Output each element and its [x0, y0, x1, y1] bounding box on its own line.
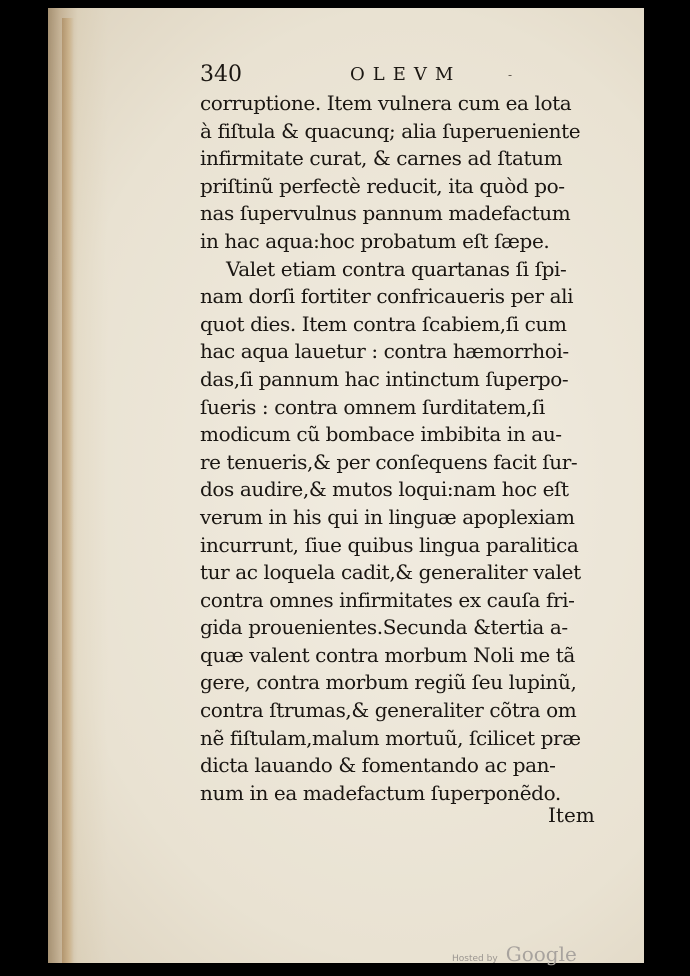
text-line: dicta lauando & fomentando ac pan-	[200, 753, 556, 778]
text-line: quæ valent contra morbum Noli me tã	[200, 642, 575, 667]
text-line: gere, contra morbum regiũ ſeu lupinũ,	[200, 670, 577, 695]
text-line: à fiſtula & quacunq; alia ſuperueniente	[200, 118, 581, 143]
text-line: hac aqua lauetur : contra hæmorrhoi-	[200, 339, 569, 364]
text-line: ſueris : contra omnem ſurditatem,ſi	[200, 394, 545, 419]
text-line: quot dies. Item contra ſcabiem,ſi cum	[200, 311, 567, 336]
text-line: das,ſi pannum hac intinctum ſuperpo-	[200, 366, 569, 391]
text-line: nas ſupervulnus pannum madefactum	[200, 201, 571, 226]
text-line: nẽ fiſtulam,malum mortuũ, ſcilicet præ	[200, 725, 581, 750]
page-number: 340	[200, 62, 242, 87]
text-line: num in ea madefactum ſuperponẽdo.	[200, 780, 561, 805]
text-line: priſtinũ perfectè reducit, ita quòd po-	[200, 173, 565, 198]
text-line: nam dorſi fortiter confricaueris per ali	[200, 284, 574, 309]
catchword: Item	[548, 803, 595, 827]
hosted-by-label: Hosted by	[452, 954, 498, 964]
page-gutter-shadow	[62, 18, 74, 963]
text-line: modicum cũ bombace imbibita in au-	[200, 422, 562, 447]
text-line: dos audire,& mutos loqui:nam hoc eſt	[200, 477, 569, 502]
text-line: gida prouenientes.Secunda &tertia a-	[200, 615, 568, 640]
text-line: contra ſtrumas,& generaliter cõtra om	[200, 698, 577, 723]
text-line: re tenueris,& per conſequens facit ſur-	[200, 449, 578, 474]
text-line: corruptione. Item vulnera cum ea lota	[200, 91, 572, 115]
paragraph-start-line: Valet etiam contra quartanas ſi ſpi-	[226, 256, 567, 281]
hosted-by-watermark	[452, 942, 577, 966]
text-line: incurrunt, ſiue quibus lingua paralitica	[200, 532, 579, 557]
text-line: infirmitate curat, & carnes ad ſtatum	[200, 146, 563, 171]
running-head	[200, 62, 620, 92]
text-line: tur ac loquela cadit,& generaliter valet	[200, 560, 581, 585]
google-logo: Google	[505, 942, 577, 966]
running-title: OLEVM	[350, 64, 462, 85]
head-ornament: -	[508, 68, 513, 82]
text-line: in hac aqua:hoc probatum eſt ſæpe.	[200, 228, 550, 253]
text-line: contra omnes infirmitates ex cauſa fri-	[200, 587, 575, 612]
text-line: verum in his qui in linguæ apoplexiam	[200, 504, 575, 529]
body-text	[200, 90, 620, 807]
